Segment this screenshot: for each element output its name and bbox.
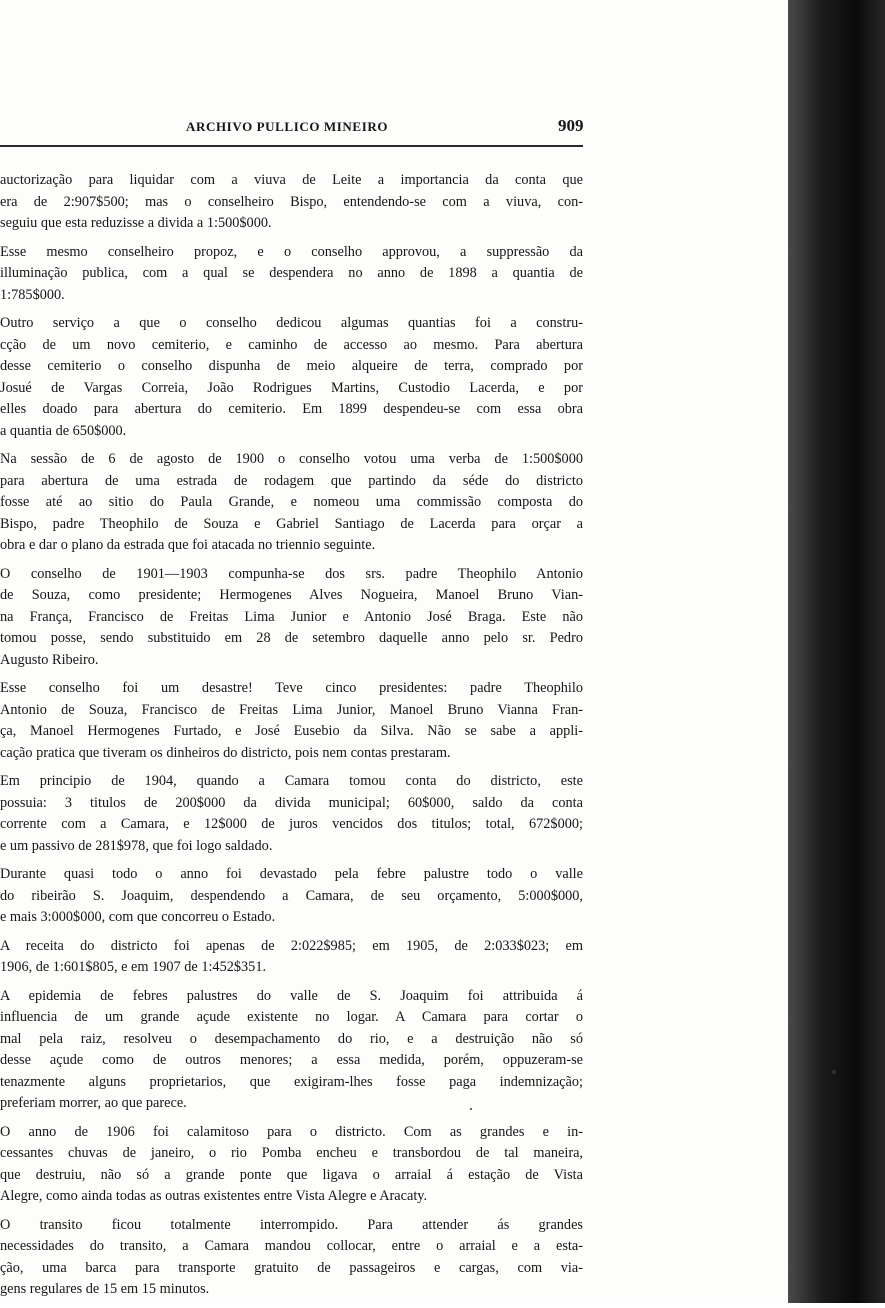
paragraph bbox=[0, 936, 583, 979]
body-text bbox=[0, 170, 583, 1308]
text-line: gens regulares de 15 em 15 minutos. bbox=[0, 1281, 210, 1297]
text-line: necessidades do transito, a Camara mandou collocar, entre o arraial e a esta- bbox=[0, 1238, 583, 1254]
text-line: illuminação publica, com a qual se despendera no anno de 1898 a quantia de bbox=[0, 265, 583, 281]
text-line: e um passivo de 281$978, que foi logo saldado. bbox=[0, 837, 273, 854]
text-line: possuia: 3 titulos de 200$000 da divida municipal; 60$000, saldo da conta bbox=[0, 794, 583, 811]
running-title: ARCHIVO PULLICO MINEIRO bbox=[186, 119, 389, 134]
header-rule bbox=[0, 145, 583, 147]
paragraph bbox=[0, 678, 583, 764]
text-line: cação pratica que tiveram os dinheiros do districto, pois nem contas prestaram. bbox=[0, 744, 451, 761]
text-line: O transito ficou totalmente interrompido. Para attender ás grandes bbox=[0, 1216, 583, 1233]
text-line: na França, Francisco de Freitas Lima Junior e Antonio José Braga. Este não bbox=[0, 608, 583, 625]
text-line: a quantia de 650$000. bbox=[0, 422, 127, 439]
paragraph bbox=[0, 313, 583, 442]
paragraph bbox=[0, 449, 583, 557]
paragraph bbox=[0, 1122, 583, 1208]
text-line: tenazmente alguns proprietarios, que exigiram-lhes fosse paga indemnização; bbox=[0, 1073, 583, 1090]
text-line: fosse até ao sitio do Paula Grande, e nomeou uma commissão composta do bbox=[0, 494, 583, 510]
paragraph bbox=[0, 771, 583, 857]
text-line: A receita do districto foi apenas de 2:022$985; em 1905, de 2:033$023; em bbox=[0, 937, 583, 954]
text-line: mal pela raiz, resolveu o desempachamento do rio, e a destruição não só bbox=[0, 1030, 583, 1047]
paragraph bbox=[0, 864, 583, 929]
text-line: 1906, de 1:601$805, e em 1907 de 1:452$351. bbox=[0, 959, 267, 975]
text-line: Josué de Vargas Correia, João Rodrigues Martins, Custodio Lacerda, e por bbox=[0, 379, 583, 396]
text-line: preferiam morrer, ao que parece. bbox=[0, 1095, 187, 1111]
text-line: ção, uma barca para transporte gratuito de passageiros e cargas, com via- bbox=[0, 1259, 583, 1276]
text-line: do ribeirão S. Joaquim, despendendo a Camara, de seu orçamento, 5:000$000, bbox=[0, 887, 583, 904]
text-line: Antonio de Souza, Francisco de Freitas Lima Junior, Manoel Bruno Vianna Fran- bbox=[0, 701, 583, 718]
text-line: corrente com a Camara, e 12$000 de juros vencidos dos titulos; total, 672$000; bbox=[0, 816, 583, 832]
text-line: desse açude como de outros menores; a essa medida, porém, oppuzeram-se bbox=[0, 1052, 583, 1068]
text-line: tomou posse, sendo substituido em 28 de setembro daquelle anno pelo sr. Pedro bbox=[0, 630, 583, 646]
text-line: auctorização para liquidar com a viuva de Leite a importancia da conta que bbox=[0, 172, 583, 188]
text-line: e mais 3:000$000, com que concorreu o Estado. bbox=[0, 909, 276, 925]
paragraph bbox=[0, 242, 583, 307]
paragraph bbox=[0, 564, 583, 672]
text-line: Em principio de 1904, quando a Camara tomou conta do districto, este bbox=[0, 773, 583, 789]
page-header bbox=[0, 116, 600, 140]
text-line: para abertura de uma estrada de rodagem que partindo da séde do districto bbox=[0, 472, 583, 489]
text-line: era de 2:907$500; mas o conselheiro Bispo, entendendo-se com a viuva, con- bbox=[0, 193, 583, 210]
book-binding-shadow bbox=[788, 0, 885, 1303]
text-line: Esse mesmo conselheiro propoz, e o conselho approvou, a suppressão da bbox=[0, 243, 583, 260]
text-line: Bispo, padre Theophilo de Souza e Gabriel Santiago de Lacerda para orçar a bbox=[0, 515, 583, 532]
text-line: elles doado para abertura do cemiterio. Em 1899 despendeu-se com essa obra bbox=[0, 401, 583, 417]
text-line: seguiu que esta reduzisse a divida a 1:500$000. bbox=[0, 215, 272, 231]
text-line: Outro serviço a que o conselho dedicou algumas quantias foi a constru- bbox=[0, 315, 583, 331]
text-line: obra e dar o plano da estrada que foi atacada no triennio seguinte. bbox=[0, 537, 376, 553]
paragraph bbox=[0, 1215, 583, 1301]
text-line: Na sessão de 6 de agosto de 1900 o conselho votou uma verba de 1:500$000 bbox=[0, 451, 583, 467]
text-line: O conselho de 1901—1903 compunha-se dos srs. padre Theophilo Antonio bbox=[0, 565, 583, 582]
text-line: ça, Manoel Hermogenes Furtado, e José Eusebio da Silva. Não se sabe a appli- bbox=[0, 723, 583, 739]
text-line: A epidemia de febres palustres do valle de S. Joaquim foi attribuida á bbox=[0, 987, 583, 1004]
text-line: Augusto Ribeiro. bbox=[0, 651, 99, 668]
page-number: 909 bbox=[558, 116, 584, 135]
text-line: que destruiu, não só a grande ponte que ligava o arraial á estação de Vista bbox=[0, 1166, 583, 1183]
text-line: de Souza, como presidente; Hermogenes Alves Nogueira, Manoel Bruno Vian- bbox=[0, 587, 583, 603]
text-line: 1:785$000. bbox=[0, 286, 65, 303]
text-line: Esse conselho foi um desastre! Teve cinco presidentes: padre Theophilo bbox=[0, 680, 583, 696]
scan-speck bbox=[470, 1108, 472, 1110]
text-line: Durante quasi todo o anno foi devastado pela febre palustre todo o valle bbox=[0, 866, 583, 882]
text-line: influencia de um grande açude existente no logar. A Camara para cortar o bbox=[0, 1009, 583, 1025]
text-line: cessantes chuvas de janeiro, o rio Pomba encheu e transbordou de tal maneira, bbox=[0, 1145, 583, 1161]
text-line: cção de um novo cemiterio, e caminho de accesso ao mesmo. Para abertura bbox=[0, 336, 583, 353]
text-line: O anno de 1906 foi calamitoso para o districto. Com as grandes e in- bbox=[0, 1123, 583, 1140]
scan-speck bbox=[832, 1070, 836, 1074]
text-line: desse cemiterio o conselho dispunha de meio alqueire de terra, comprado por bbox=[0, 358, 583, 374]
paragraph bbox=[0, 986, 583, 1115]
text-line: Alegre, como ainda todas as outras existentes entre Vista Alegre e Aracaty. bbox=[0, 1188, 428, 1204]
paragraph bbox=[0, 170, 583, 235]
